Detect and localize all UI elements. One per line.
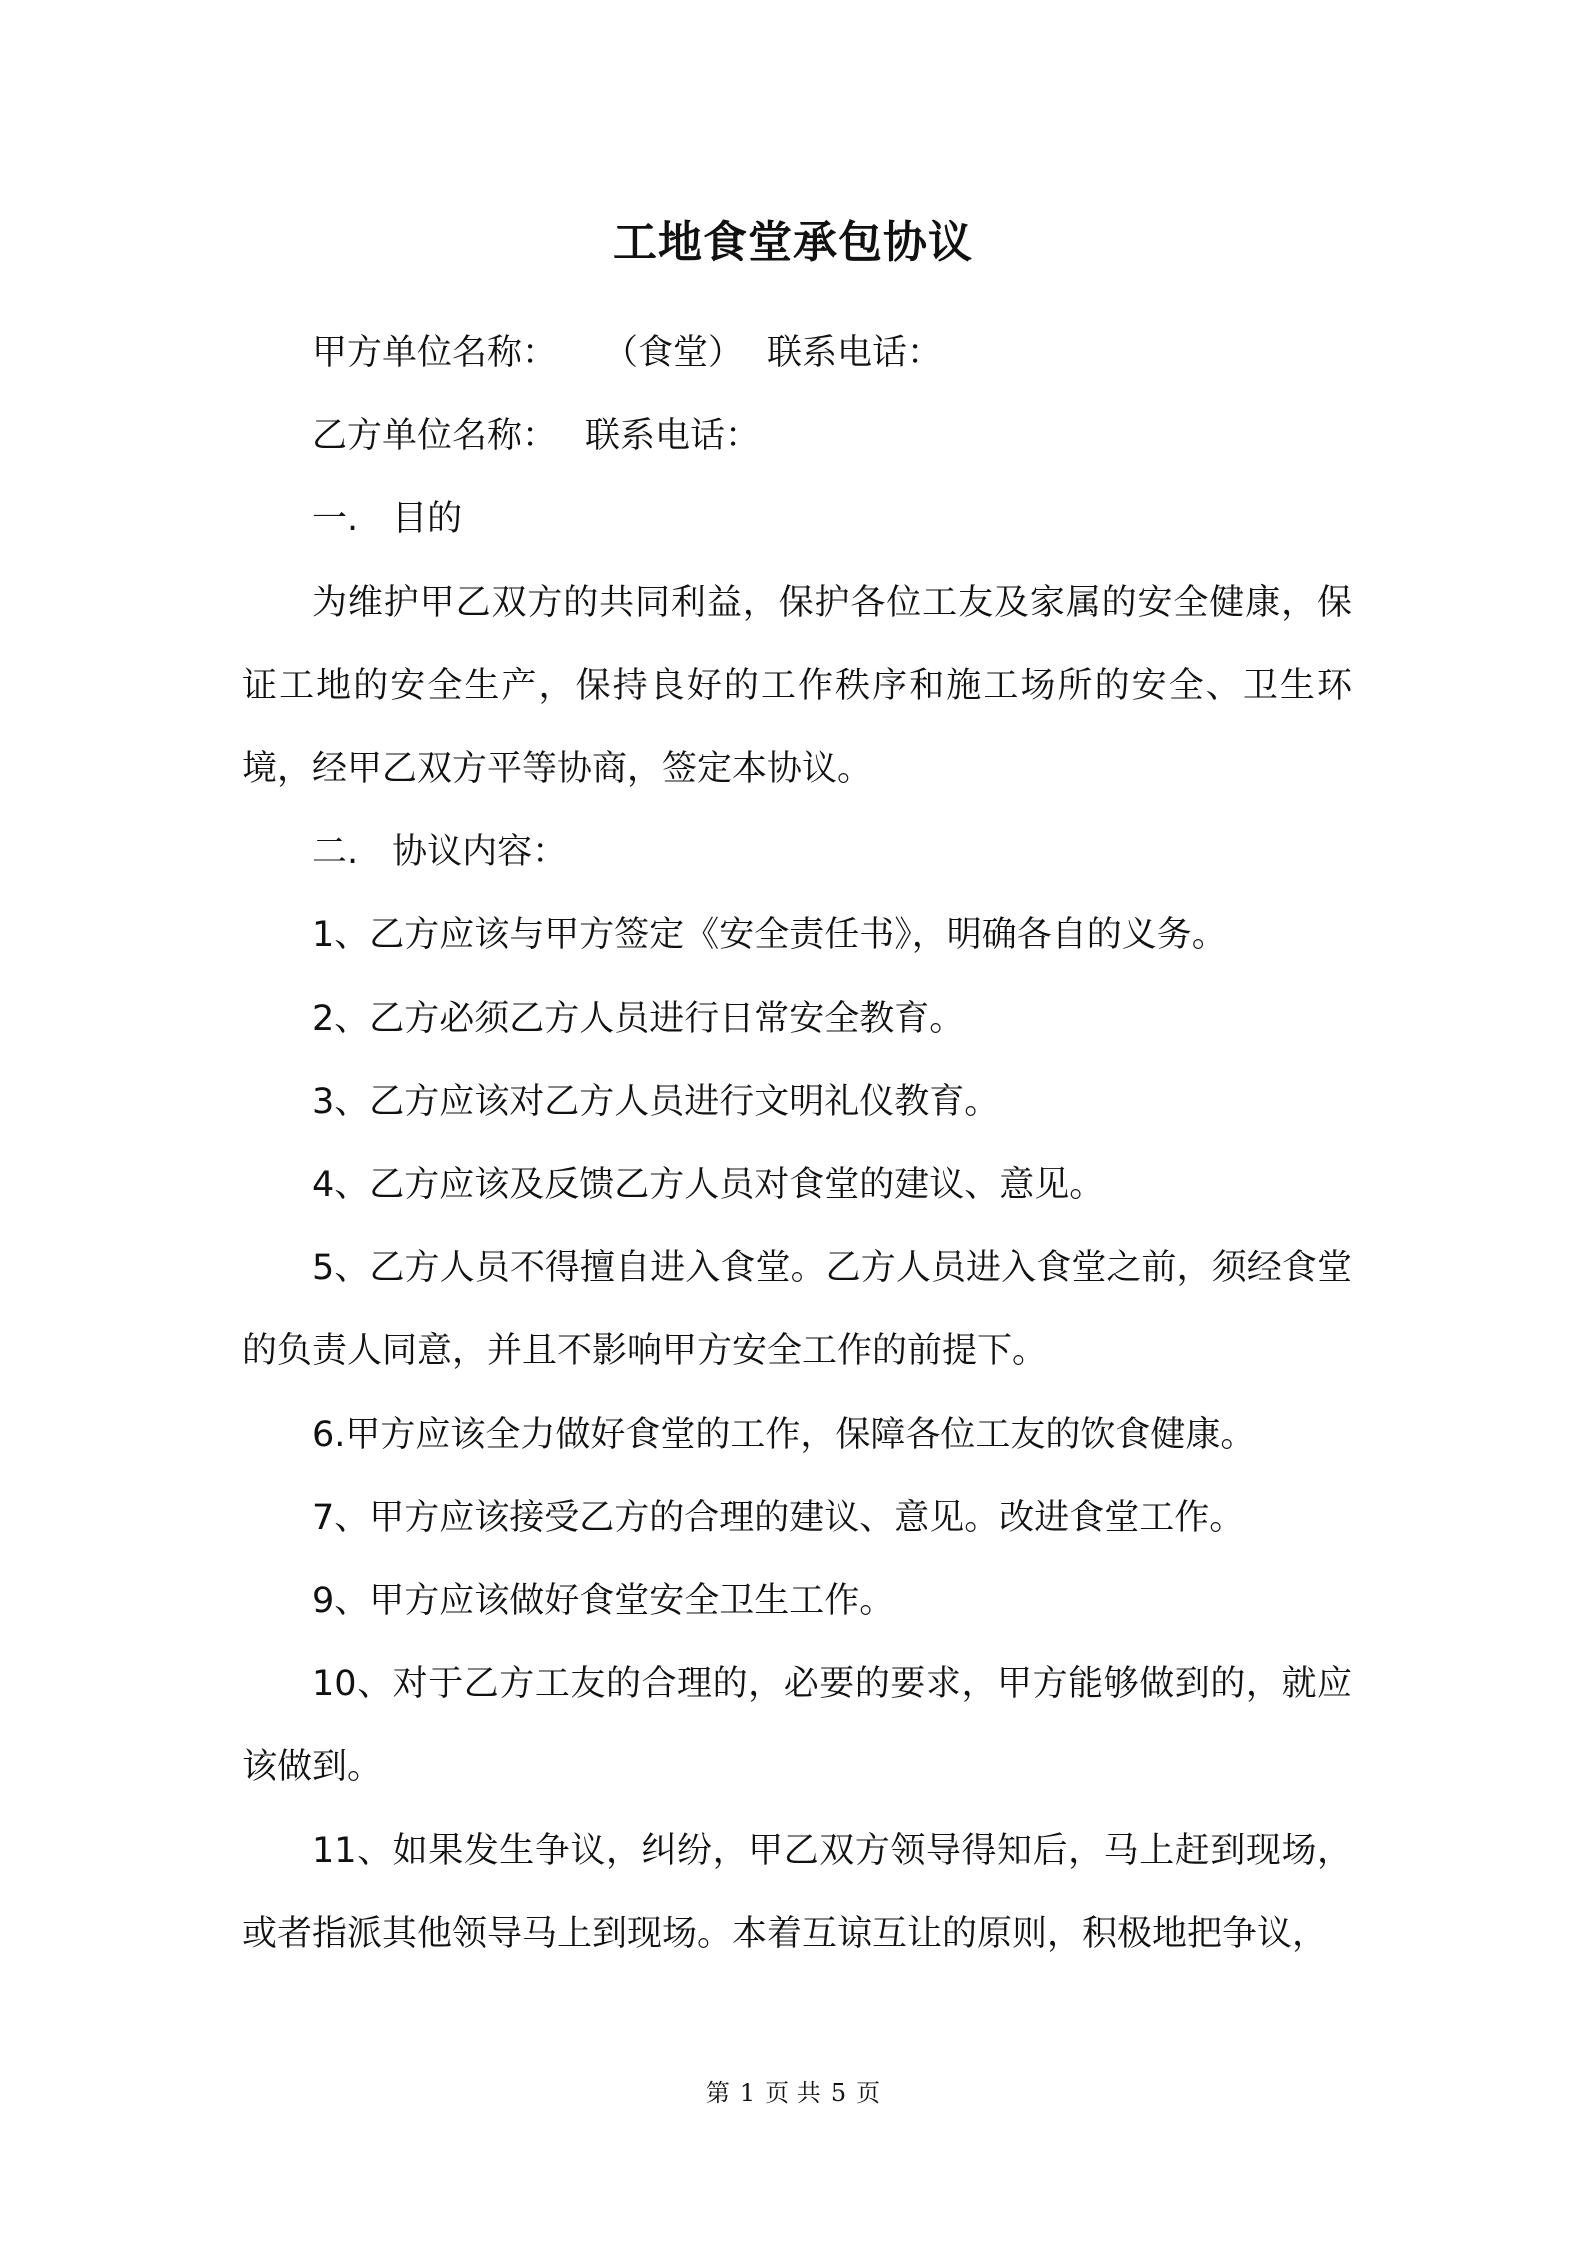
footer-suffix: 页 [856,2079,881,2107]
party-a-label: 甲方单位名称： [312,333,558,373]
document-title: 工地食堂承包协议 [613,217,973,268]
section-2-title: 协议内容： [392,832,568,873]
footer-total-pages: 5 [830,2079,847,2107]
section-2-number: 二. [312,832,359,873]
section-2-heading [242,811,1352,894]
footer-page-number: 1 [739,2079,756,2107]
clause-item: 5、乙方人员不得擅自进入食堂。乙方人员进入食堂之前，须经食堂的负责人同意，并且不影响甲方安全工作的前提下。 [242,1248,1352,1372]
clause-item: 3、乙方应该对乙方人员进行文明礼仪教育。 [312,1081,1000,1122]
purpose-paragraph: 为维护甲乙双方的共同利益，保护各位工友及家属的安全健康，保证工地的安全生产，保持良好的工作秩序和施工场所的安全、卫生环境，经甲乙双方平等协商，签定本协议。 [242,582,1352,790]
section-1-title: 目的 [392,499,463,540]
party-a-name: （食堂） [603,333,744,373]
section-1-number: 一. [312,499,359,540]
party-a-phone-label: 联系电话： [767,333,943,373]
clause-item: 1、乙方应该与甲方签定《安全责任书》，明确各自的义务。 [312,915,1227,956]
page-footer [0,2076,1586,2110]
clause-item: 2、乙方必须乙方人员进行日常安全教育。 [312,998,965,1039]
clause-item: 7、甲方应该接受乙方的合理的建议、意见。改进食堂工作。 [312,1497,1245,1538]
clause-item: 10、对于乙方工友的合理的，必要的要求，甲方能够做到的，就应该做到。 [242,1664,1352,1788]
clause-item: 4、乙方应该及反馈乙方人员对食堂的建议、意见。 [312,1165,1105,1206]
document-body [242,312,1352,1976]
party-b-phone-label: 联系电话： [585,416,761,457]
party-a-line [242,312,1352,395]
section-1-heading [242,478,1352,561]
clause-item: 9、甲方应该做好食堂安全卫生工作。 [312,1581,895,1622]
party-b-line [242,395,1352,478]
clause-item: 11、如果发生争议，纠纷，甲乙双方领导得知后，马上赶到现场，或者指派其他领导马上到现场。本着互谅互让的原则，积极地把争议， [242,1830,1352,1954]
footer-prefix: 第 [705,2079,730,2107]
footer-middle: 页 共 [765,2079,821,2107]
party-b-label: 乙方单位名称： [312,416,558,457]
clause-item: 6.甲方应该全力做好食堂的工作，保障各位工友的饮食健康。 [312,1414,1256,1455]
